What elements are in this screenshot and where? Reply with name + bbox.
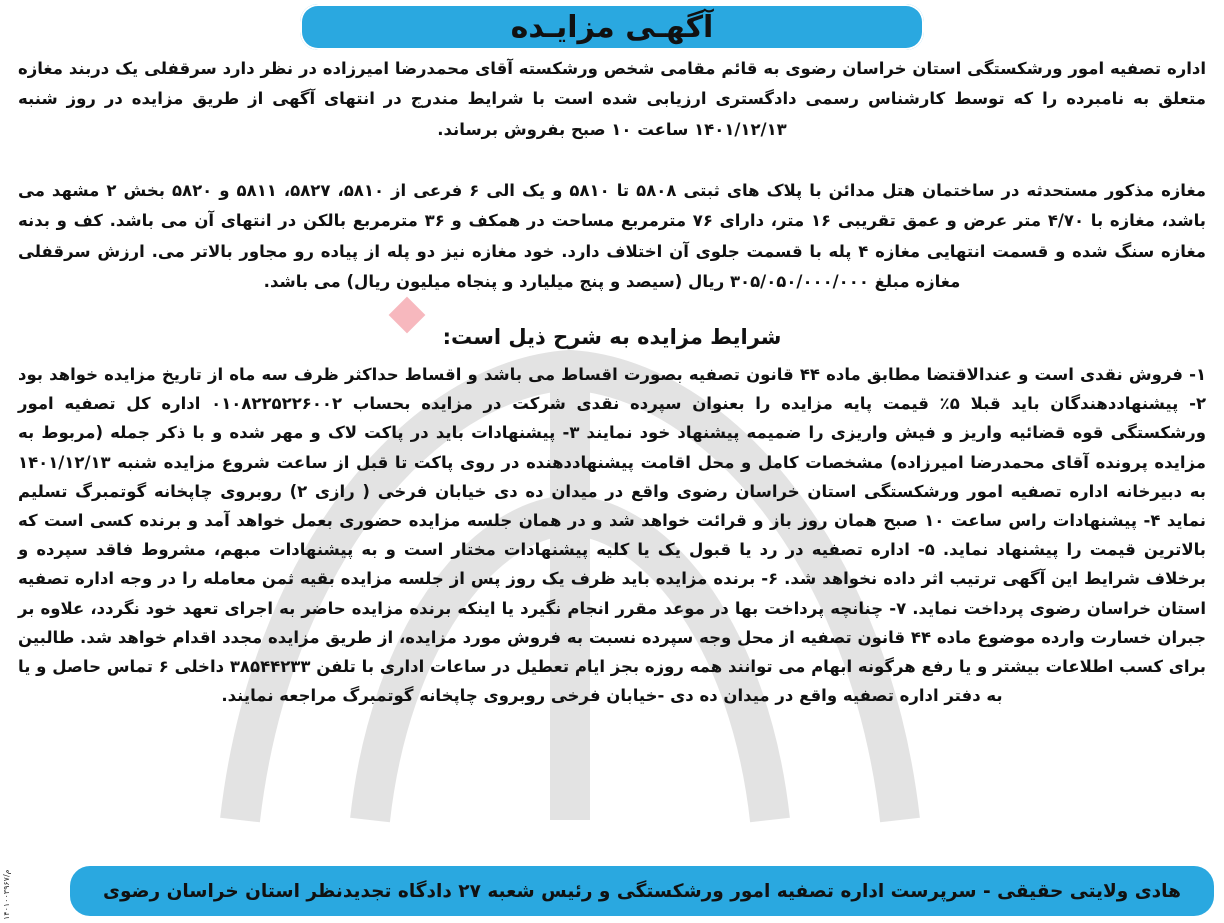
signature-banner [70, 866, 1214, 916]
conditions-heading: شرایط مزایده به شرح ذیل است: [442, 325, 782, 349]
signature-text: هادی ولایتی حقیقی - سرپرست اداره تصفیه امور ورشکستگی و رئیس شعبه ۲۷ دادگاه تجدیدنظر استان خراسان رضوی [103, 880, 1181, 902]
notice-title: آگهـی مزایـده [510, 9, 714, 45]
notice-title-banner [300, 4, 924, 50]
intro-paragraph: اداره تصفیه امور ورشکستگی استان خراسان رضوی به قائم مقامی شخص ورشکسته آقای محمدرضا امیرزاده در نظر دارد سرقفلی یک دربند مغازه متعلق به نامبرده را که توسط کارشناس رسمی دادگستری ارزیابی شده است با شرایط مندرج در انتهای آگهی از طریق مزایده در روز شنبه ۱۴۰۱/۱۲/۱۳ ساعت ۱۰ صبح بفروش برساند. [18, 59, 1206, 139]
conditions-paragraph: ۱- فروش نقدی است و عندالاقتضا مطابق ماده ۴۴ قانون تصفیه بصورت اقساط می باشد و اقساط حداکثر ظرف سه ماه از تاریخ مزایده خواهد بود ۲- پیشنهاددهندگان باید قبلا ۵٪ قیمت پایه مزایده را بعنوان سپرده نقدی شرکت در مزایده بحساب ۰۱۰۸۲۲۵۲۲۶۰۰۲ اداره کل تصفیه امور ورشکستگی قوه قضائیه واریز و فیش واریزی را ضمیمه پیشنهاد خود نمایند ۳- پیشنهادات باید در پاکت لاک و مهر شده و با ذکر جمله (مربوط به مزایده پرونده آقای محمدرضا امیرزاده) مشخصات کامل و محل اقامت پیشنهاددهنده در روی پاکت تا قبل از ساعت شروع مزایده شنبه ۱۴۰۱/۱۲/۱۳ به دبیرخانه اداره تصفیه امور ورشکستگی استان خراسان رضوی واقع در میدان ده دی خیابان فرخی ( رازی ۲) روبروی چاپخانه گوتمبرگ تسلیم نماید ۴- پیشنهادات راس ساعت ۱۰ صبح همان روز باز و قرائت خواهد شد و در همان جلسه مزایده حضوری بعمل خواهد آمد و برنده کسی است که بالاترین قیمت را پیشنهاد نماید. ۵- اداره تصفیه در رد یا قبول یک یا کلیه پیشنهادات مختار است و به پیشنهادات مبهم، مشروط فاقد سپرده و برخلاف شرایط این آگهی ترتیب اثر داده نخواهد شد. ۶- برنده مزایده باید ظرف یک روز پس از جلسه مزایده بقیه ثمن معامله را در وجه اداره تصفیه استان خراسان رضوی پرداخت نماید. ۷- چنانچه پرداخت بها در موعد مقرر انجام نگیرد یا اینکه برنده مزایده حاضر به اجرای تعهد خود نگردد، علاوه بر جبران خسارت وارده موضوع ماده ۴۴ قانون تصفیه از محل وجه سپرده نسبت به فروش مورد مزایده، از طریق مزایده مجدد اقدام خواهد شد. طالبین برای کسب اطلاعات بیشتر و یا رفع هرگونه ابهام می توانند همه روزه بجز ایام تعطیل در ساعات اداری با تلفن ۳۸۵۴۴۲۳۳ داخلی ۶ تماس حاصل و یا به دفتر اداره تصفیه واقع در میدان ده دی -خیابان فرخی روبروی چاپخانه گوتمبرگ مراجعه نمایند. [18, 365, 1207, 706]
notice-code: ۱۴۰۱۰۰۳۹۶۷/م [2, 869, 11, 920]
shop-description-paragraph: مغازه مذکور مستحدثه در ساختمان هتل مدائن با پلاک های ثبتی ۵۸۰۸ تا ۵۸۱۰ و یک الی ۶ فرعی از ۵۸۱۰، ۵۸۲۷، ۵۸۱۱ و ۵۸۲۰ بخش ۲ مشهد می باشد، مغازه با ۴/۷۰ متر عرض و عمق تقریبی ۱۶ متر، دارای ۷۶ مترمربع مساحت در همکف و ۳۶ مترمربع بالکن در انتهای آن می باشد. کف و بدنه مغازه سنگ شده و قسمت انتهایی مغازه ۴ پله با قسمت جلوی آن اختلاف دارد. خود مغازه نیز دو پله از پیاده رو مجاور بالاتر می. ارزش سرقفلی مغازه مبلغ ۳۰۵/۰۵۰/۰۰۰/۰۰۰ ریال (سیصد و پنج میلیارد و پنجاه میلیون ریال) می باشد. [18, 181, 1207, 292]
